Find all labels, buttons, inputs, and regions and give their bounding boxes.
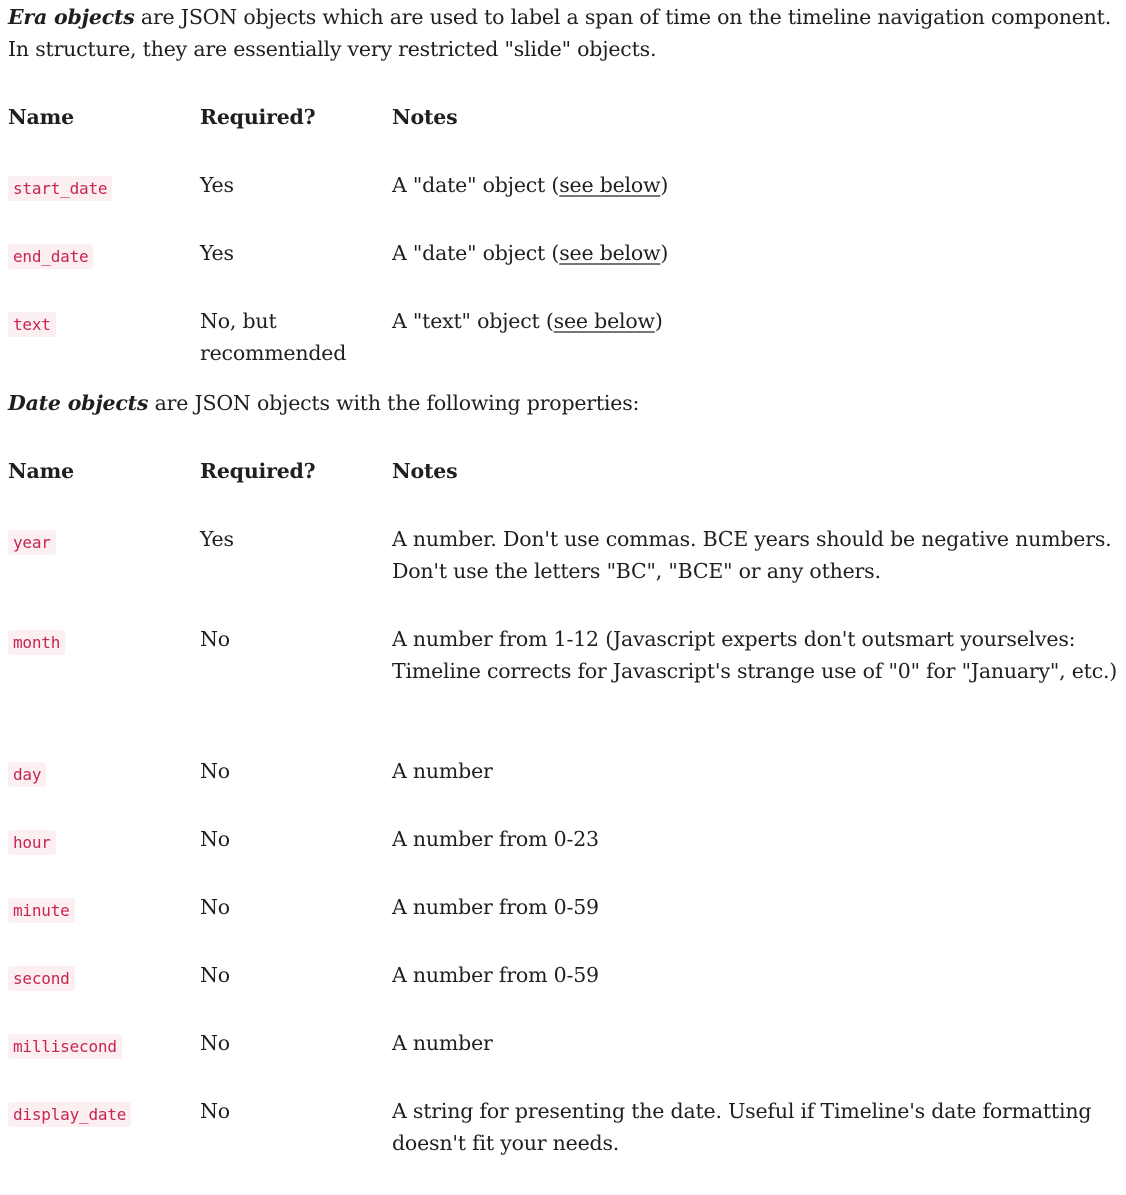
table-header-row [8, 101, 1122, 169]
see-below-link[interactable]: see below [559, 241, 661, 265]
required-value: No, but recommended [200, 309, 347, 365]
header-name: Name [8, 459, 74, 483]
notes-text: A "date" object ( [392, 241, 560, 265]
required-value: No [200, 827, 230, 851]
notes-cell: A number from 0-23 [392, 827, 599, 851]
table-row [8, 891, 1122, 959]
notes-cell [392, 305, 1122, 369]
property-name-code: year [8, 530, 56, 555]
required-value: Yes [200, 527, 234, 551]
table-row [8, 623, 1122, 755]
notes-cell: A number from 0-59 [392, 963, 599, 987]
notes-cell: A number [392, 1031, 493, 1055]
date-intro-paragraph [8, 387, 1118, 419]
property-name-code: end_date [8, 244, 93, 269]
header-name: Name [8, 105, 74, 129]
header-required: Required? [200, 459, 316, 483]
table-row [8, 237, 1122, 305]
table-header-row [8, 455, 1122, 523]
notes-text: ) [654, 309, 663, 333]
property-name-code: millisecond [8, 1034, 122, 1059]
property-name-code: month [8, 630, 65, 655]
table-row [8, 755, 1122, 823]
property-name-code: hour [8, 830, 56, 855]
table-row [8, 169, 1122, 237]
notes-cell: A number from 1-12 (Javascript experts don't outsmart yourselves: Timeline corrects for Javascript's strange use of "0" for "January", etc.) [392, 627, 1118, 683]
notes-cell: A number from 0-59 [392, 895, 599, 919]
property-name-code: text [8, 312, 56, 337]
required-value: No [200, 895, 230, 919]
table-row [8, 823, 1122, 891]
required-value: No [200, 1099, 230, 1123]
notes-cell: A number. Don't use commas. BCE years should be negative numbers. Don't use the letters "BC", "BCE" or any others. [392, 527, 1112, 583]
notes-cell [392, 169, 1122, 237]
table-row [8, 523, 1122, 623]
notes-text: ) [660, 173, 669, 197]
required-value: No [200, 759, 230, 783]
required-value: Yes [200, 173, 234, 197]
header-notes: Notes [392, 105, 458, 129]
table-row [8, 959, 1122, 1027]
see-below-link[interactable]: see below [553, 309, 655, 333]
required-value: No [200, 627, 230, 651]
property-name-code: day [8, 762, 46, 787]
notes-cell: A string for presenting the date. Useful if Timeline's date formatting doesn't fit your needs. [392, 1099, 1092, 1155]
property-name-code: display_date [8, 1102, 131, 1127]
era-intro-text: are JSON objects which are used to label a span of time on the timeline navigation component. In structure, they are essentially very restricted "slide" objects. [8, 5, 1112, 61]
required-value: No [200, 1031, 230, 1055]
era-objects-term: Era objects [8, 5, 135, 29]
table-row [8, 1095, 1122, 1195]
notes-text: ) [660, 241, 669, 265]
property-name-code: start_date [8, 176, 112, 201]
date-intro-text: are JSON objects with the following properties: [148, 391, 640, 415]
notes-cell [392, 237, 1122, 305]
era-intro-paragraph [8, 1, 1118, 65]
see-below-link[interactable]: see below [559, 173, 661, 197]
header-notes: Notes [392, 459, 458, 483]
header-required: Required? [200, 105, 316, 129]
date-properties-table [8, 455, 1122, 1195]
table-row [8, 305, 1122, 369]
date-objects-term: Date objects [8, 391, 149, 415]
property-name-code: second [8, 966, 75, 991]
required-value: No [200, 963, 230, 987]
table-row [8, 1027, 1122, 1095]
era-properties-table [8, 101, 1122, 369]
property-name-code: minute [8, 898, 75, 923]
notes-cell: A number [392, 759, 493, 783]
notes-text: A "date" object ( [392, 173, 560, 197]
required-value: Yes [200, 241, 234, 265]
notes-text: A "text" object ( [392, 309, 554, 333]
